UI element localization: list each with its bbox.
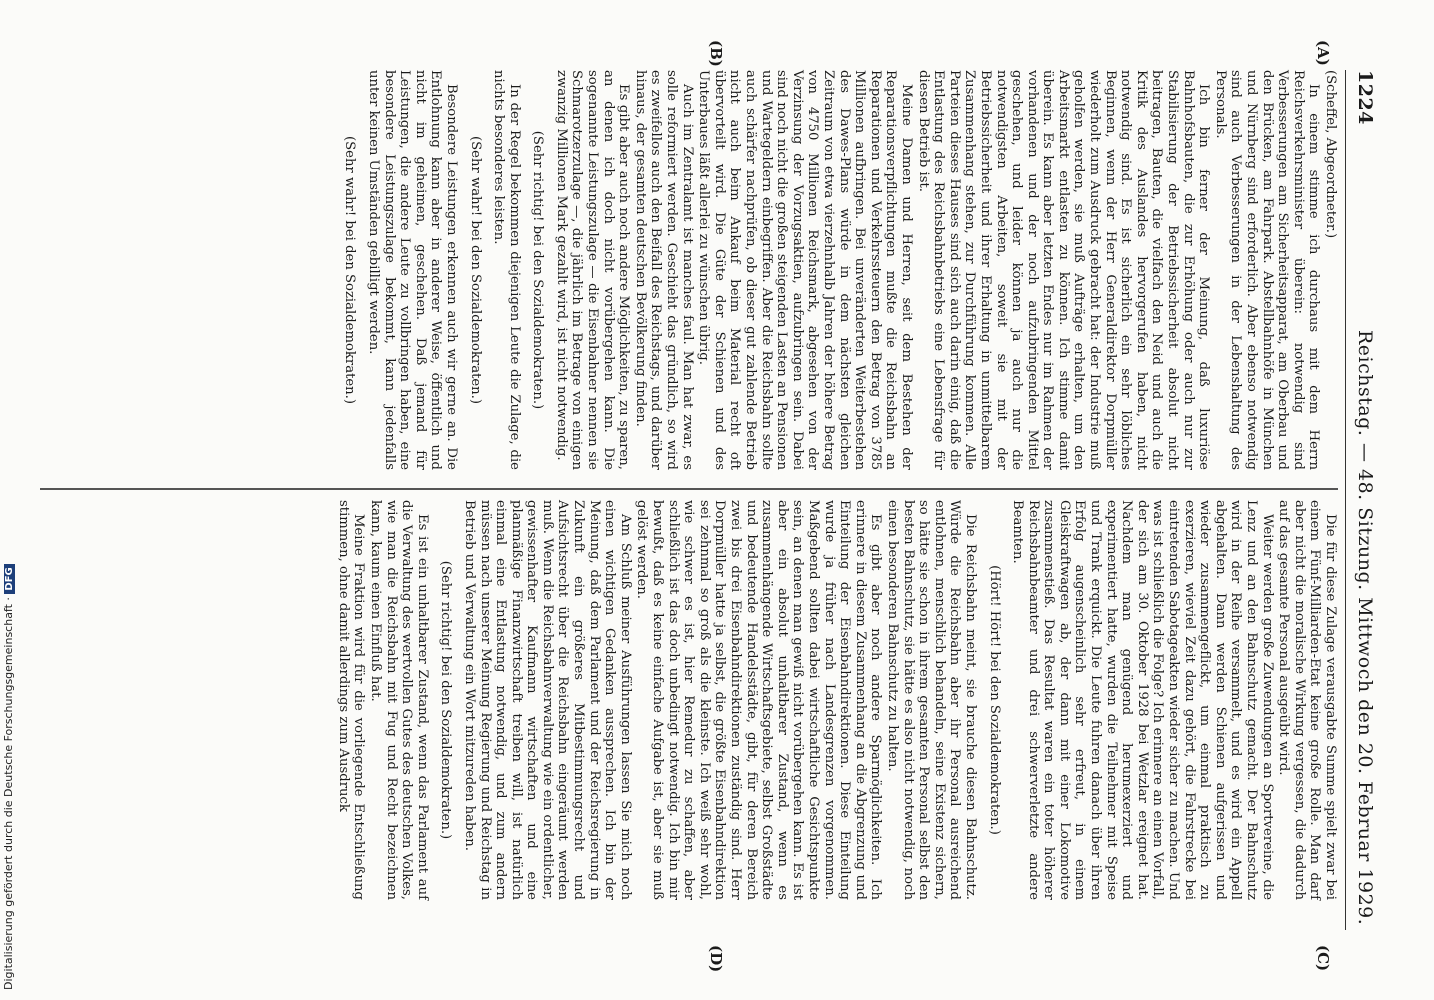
interjection: (Sehr richtig! bei den Sozialdemokraten.) (530, 130, 546, 410)
paragraph: Die für diese Zulage verausgabte Summe spielt zwar bei einem Fünf-Milliarden-Etat keine große Rolle. Man darf aber nicht die moralische Wirkung vergessen, die dadurch auf das gesamte Personal ausgeübt wird. (1276, 500, 1338, 900)
paragraph: Am Schluß meiner Ausführungen lassen Sie mich noch einen wichtigen Gedanken aussprechen. Ich bin der Meinung, daß dem Parlament und der Reichsregierung in Zukunft ein größeres Mitbestimmungsrecht und Aufsichtsrecht über die Reichsbahn eingeräumt werden muß. Wenn die Reichsbahnverwaltung wie ein ordentlicher, gewissenhafter Kaufmann wirtschaften und eine planmäßige Finanzwirtschaft treiben will, ist natürlich einmal eine Entlastung notwendig, und zum andern müssen nach unserer Meinung Regierung und Reichstag in Betrieb und Verwaltung ein Wort mitzureden haben. (461, 500, 633, 900)
interjection: (Sehr richtig! bei den Sozialdemokraten.) (438, 560, 454, 840)
interjection: (Sehr wahr! bei den Sozialdemokraten.) (342, 136, 358, 404)
paragraph: Meine Damen und Herren, seit dem Bestehen der Reparationsverpflichtungen mußte die Reichsbahn an Reparationen und Verkehrssteuern den Betrag von 3785 Millionen aufbringen. Bei unveränderten Weiterbestehen des Dawes-Plans würde in dem nächsten gleichen Zeitraum von etwa vierzehnhalb Jahren der höhere Betrag von 4750 Millionen Reichsmark, abgesehen von der Verzinsung der Vorzugsaktien, aufzubringen sein. Dabei sind noch nicht die großen steigenden Lasten an Pensionen und Wartegeldern einbegriffen. Aber die Reichsbahn sollte auch schärfer nachprüfen, ob dieser gut zahlende Betrieb nicht auch beim Ankauf beim Material recht oft übervorteilt wird. Die Güte der Schienen und des Unterbaues läßt allerlei zu wünschen übrig. (696, 70, 914, 470)
left-column (30, 70, 1338, 470)
paragraph: In der Regel bekommen diejenigen Leute die Zulage, die nichts besonderes leisten. (491, 70, 522, 470)
page-number: 1224 (1354, 70, 1376, 125)
speaker-line: (Scheffel, Abgeordneter.) (1323, 70, 1338, 239)
header-rule (1345, 70, 1346, 930)
paragraph: Weiter werden große Zuwendungen an Sportvereine, die Lenz und an den Bahnschutz gemacht. Der Bahnschutz wird in der Reihe versammelt, und es wird ein Appell abgehalten. Dann werden Schienen aufgerissen und wieder zusammengeflickt, um einmal praktisch zu exerzieren, wieviel Zeit dazu gehört, die Fahrstrecke bei eintretenden Sabotageakten wieder sicher zu machen. Und was ist schließlich die Folge? Ich erinnere an einen Vorfall, der sich am 30. Oktober 1928 bei Wetzlar ereignet hat. Nachdem man genügend herumexerziert und experimentiert hatte, wurden die Teilnehmer mit Speise und Trank erquickt. Die Leute fuhren danach über ihren Erfolg augenscheinlich sehr erfreut, in einem Gleiskraftwagen ab, der dann mit einer Lokomotive zusammenstieß. Das Resultat waren ein toter höherer Reichsbahnbeamter und drei schwerverletzte andere Beamten. (1010, 500, 1275, 900)
paragraph: Besondere Leistungen erkennen auch wir gerne an. Die Entlohnung kann aber in anderer Weise, öffentlich und nicht im geheimen, geschehen. Daß jemand für Leistungen, die andere Leute zu vollbringen haben, eine besondere Leistungszulage bekommt, kann jedenfalls unter keinen Umständen gebilligt werden. (365, 70, 459, 470)
paragraph: Ich bin ferner der Meinung, daß luxuriöse Bahnhofsbauten, die zur Erhöhung oder auch nur zur Stabilisierung der Betriebssicherheit absolut nicht beitragen, Bauten, die vielfach den Neid und auch die Kritik des Auslandes hervorgerufen haben, nicht notwendig sind. Es ist sicherlich ein sehr löbliches Beginnen, wenn der Herr Generaldirektor Dorpmüller wiederholt zum Ausdruck gebracht hat: der Industrie muß geholfen werden, sie muß Aufträge erhalten, um den Arbeitsmarkt entlasten zu können. Ich stimme damit überein. Es kann aber letzten Endes nur im Rahmen der vorhandenen und der noch aufzubringenden Mittel geschehen, und leider können ja auch nur die notwendigsten Arbeiten, soweit sie mit der Betriebssicherheit und ihrer Erhaltung in unmittelbarem Zusammenhang stehen, zur Durchführung kommen. Alle Parteien dieses Hauses sind sich auch darin einig, daß die Entlastung des Reichsbahnbetriebs eine Lebensfrage für diesen Betrieb ist. (915, 70, 1212, 470)
interjection: (Hört! Hört! bei den Sozialdemokraten.) (986, 565, 1002, 835)
running-title: Reichstag. — 48. Sitzung. Mittwoch den 20. Februar 1929. (1354, 330, 1376, 926)
paragraph: Die Reichsbahn meint, sie brauche diesen Bahnschutz. Würde die Reichsbahn aber ihr Personal ausreichend entlohnen, menschlich behandeln, seine Existenz sichern, so hätte sie schon in ihrem gesamten Personal selbst den besten Bahnschutz, sie hätte es also nicht notwendig, noch einen besonderen Bahnschutz zu halten. (884, 500, 978, 900)
margin-marker-d: (D) (707, 945, 725, 973)
credit-text: Digitalisierung gefördert durch die Deutsche Forschungsgemeinschaft · (2, 597, 15, 990)
page-header (1346, 70, 1382, 930)
paragraph: Es ist ein unhaltbarer Zustand, wenn das Parlament auf die Verwaltung des wertvollen Gutes des deutschen Volkes, wie man die Reichsbahn mit Fug und Recht bezeichnen kann, kaum einen Einfluß hat. (367, 500, 430, 900)
dfg-logo: DFG (4, 564, 15, 593)
paragraph: Meine Fraktion wird für die vorliegende Entschließung stimmen, ohne damit allerdings zum Ausdruck (335, 500, 367, 900)
interjection: (Sehr wahr! bei den Sozialdemokraten.) (467, 136, 483, 404)
margin-marker-c: (C) (1314, 945, 1332, 972)
right-column (30, 500, 1338, 900)
column-divider (40, 488, 1338, 490)
digitization-credit-strip (0, 0, 26, 1000)
margin-marker-b: (B) (707, 40, 725, 67)
paragraph: Es gibt aber auch noch andere Möglichkeiten, zu sparen, an denen ich doch nicht vorübergehen kann. Die sogenannte Leistungszulage — die Eisenbahner nennen sie Schmarotzerzulage —, die jährlich im Betrage von einigen zwanzig Millionen Mark gezahlt wird, ist nicht notwendig. (553, 70, 632, 470)
paragraph: Auch im Zentralamt ist manches faul. Man hat zwar, es solle reformiert werden. Geschieht das gründlich, so wird es zweifellos auch den Beifall des Reichstags, und darüber hinaus, der gesamten deutschen Bevölkerung finden. (632, 70, 695, 470)
paragraph: In einem stimme ich durchaus mit dem Herrn Reichsverkehrsminister überein: notwendig sind Verbesserungen am Sicherheitsapparat, am Oberbau und den Brücken, am Fahrpark. Abstellbahnhöfe in München und Nürnberg sind erforderlich. Aber ebenso notwendig sind auch Verbesserungen in der Lebenshaltung des Personals. (1212, 70, 1322, 470)
paragraph: Es gibt aber noch andere Sparmöglichkeiten. Ich erinnere in diesem Zusammenhang an die Abgrenzung und Einteilung der Eisenbahndirektionen. Diese Einteilung wurde ja früher nach Landesgrenzen vorgenommen. Maßgebend sollten dabei wirtschaftliche Gesichtspunkte sein, an denen man gewiß nicht vorübergehen kann. Es ist aber ein absolut unhaltbarer Zustand, wenn es zusammenhängende Wirtschaftsgebiete, selbst Großstädte und bedeutende Handelsstädte, gibt, für deren Bereich zwei bis drei Eisenbahndirektionen zuständig sind. Herr Dorpmüller hatte ja selbst, die größte Eisenbahndirektion sei zehnmal so groß als die kleinste. Ich weiß sehr wohl, wie schwer es ist, hier Remedur zu schaffen, aber schließlich ist das doch unbedingt notwendig. Ich bin mir bewußt, daß es keine einfache Aufgabe ist, aber sie muß gelöst werden. (634, 500, 884, 900)
margin-marker-a: (A) (1314, 40, 1332, 66)
